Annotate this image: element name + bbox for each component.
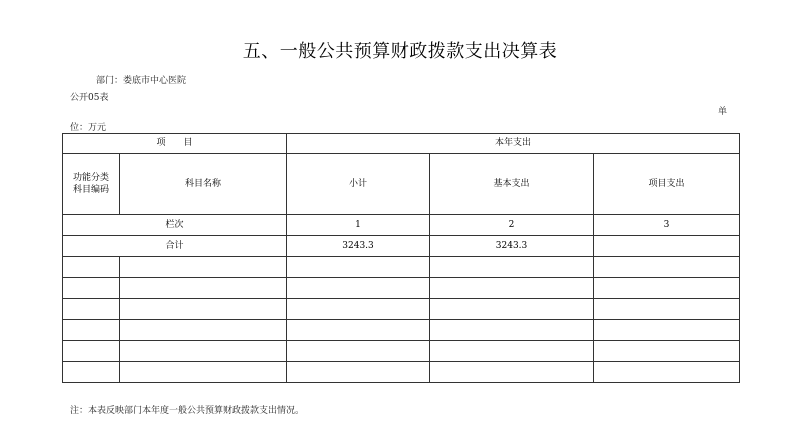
header-item: 项 目 [63, 134, 287, 154]
table-subheader-row [63, 154, 740, 215]
header-func-code [63, 154, 120, 215]
department-label: 部门：娄底市中心医院 [96, 76, 187, 86]
table-row [63, 320, 740, 341]
page-title: 五、一般公共预算财政拨款支出决算表 [242, 41, 558, 62]
header-func-code-line1: 功能分类 [72, 172, 109, 183]
column-number-2: 2 [430, 215, 594, 236]
table-row [63, 299, 740, 320]
total-basic: 3243.3 [430, 236, 594, 257]
unit-label-part2: 位：万元 [70, 123, 107, 133]
header-basic: 基本支出 [430, 154, 594, 215]
table-note: 注：本表反映部门本年度一般公共预算财政拨款支出情况。 [70, 406, 305, 416]
table-code-label: 公开05表 [70, 93, 109, 103]
header-project: 项目支出 [594, 154, 740, 215]
header-func-code-line2: 科目编码 [72, 185, 109, 195]
table-row [63, 341, 740, 362]
column-number-row [63, 215, 740, 236]
unit-label-part1: 单 [718, 107, 728, 117]
column-number-1: 1 [287, 215, 430, 236]
total-row [63, 236, 740, 257]
table-header-row [63, 134, 740, 154]
header-subject-name: 科目名称 [120, 154, 287, 215]
total-row-label: 合计 [63, 236, 287, 257]
total-subtotal: 3243.3 [287, 236, 430, 257]
budget-table [62, 133, 740, 383]
total-project [594, 236, 740, 257]
header-current-year: 本年支出 [287, 134, 740, 154]
column-row-label: 栏次 [63, 215, 287, 236]
table-row [63, 257, 740, 278]
header-subtotal: 小计 [287, 154, 430, 215]
table-row [63, 278, 740, 299]
column-number-3: 3 [594, 215, 740, 236]
table-row [63, 362, 740, 383]
